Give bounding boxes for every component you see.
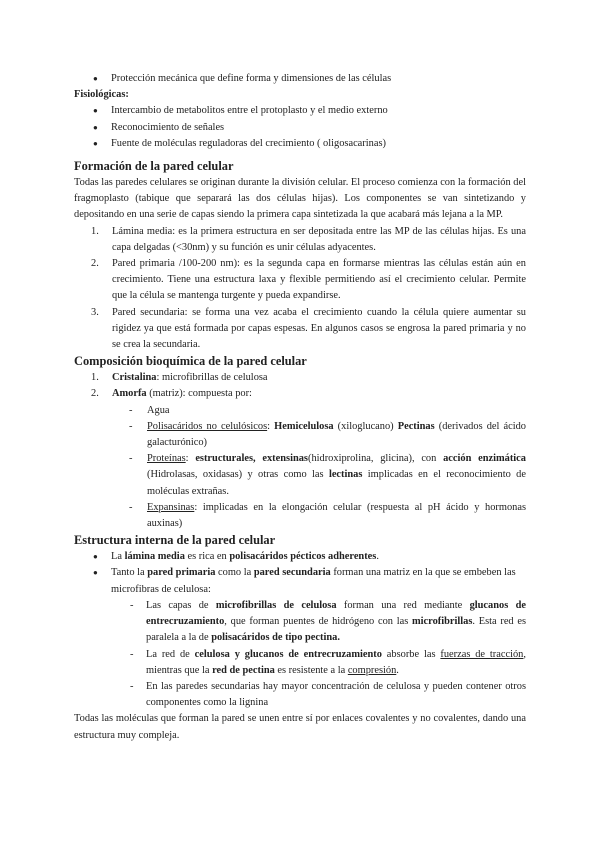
list-item: 2. Pared primaria /100-200 nm): es la segunda capa en formarse mientras las células están aún en crecimiento. Tiene una estructura laxa y flexible permitiendo así el crecimiento celular. Permite que la célula se mantenga turgente y pueda expandirse. [91, 258, 526, 302]
list-item: 3. Pared secundaria: se forma una vez acaba el crecimiento cuando la célula quiere aumentar su rigidez ya que está formada por capas espesas. En algunos casos se engrosa la pared primaria y no se crea la secundaria. [91, 306, 526, 351]
list-item: 2. Amorfa (matriz): compuesta por: [91, 388, 252, 400]
structural-functions-list [74, 71, 526, 87]
formacion-steps [74, 224, 526, 354]
list-item: ● Reconocimiento de señales [74, 120, 526, 136]
list-item: 1. Cristalina: microfibrillas de celulosa [91, 372, 268, 384]
estructura-outro: Todas las moléculas que forman la pared se unen entre sí por enlaces covalentes y no covalentes, dando una estructura muy compleja. [74, 713, 526, 741]
list-item: ● Fuente de moléculas reguladoras del crecimiento ( oligosacarinas) [74, 136, 526, 152]
estructura-list [74, 549, 526, 598]
formacion-intro: Todas las paredes celulares se originan durante la división celular. El proceso comienza con la formación del fragmoplasto (tabique que separará las dos células hijas). Los componentes se van sintetizando y depositando en una serie de capas siendo la primera capa sintetizada la que acabará más lejana a la MP. [74, 177, 526, 221]
list-item: - La red de celulosa y glucanos de entrecruzamiento absorbe las fuerzas de tracción, mientras que la red de pectina es resistente a la compresión. [74, 647, 526, 679]
list-item: - Expansinas: implicadas en la elongación celular (respuesta al pH ácido y hormonas auxinas) [74, 500, 526, 532]
composicion-list [74, 370, 526, 402]
list-item: - Proteínas: estructurales, extensinas(hidroxiprolina, glicina), con acción enzimática (Hidrolasas, oxidasas) y otras como las lectinas implicadas en el reconocimiento de moléculas extrañas. [74, 451, 526, 500]
list-item: ● Intercambio de metabolitos entre el protoplasto y el medio externo [74, 103, 526, 119]
amorfa-components-list [74, 403, 526, 533]
section-heading-formacion: Formación de la pared celular [74, 159, 234, 174]
list-item: - En las paredes secundarias hay mayor concentración de celulosa y pueden contener otros componentes como la lignina [74, 679, 526, 711]
list-item: - Polisacáridos no celulósicos: Hemicelulosa (xiloglucano) Pectinas (derivados del ácido galacturónico) [74, 419, 526, 451]
fisiologicas-list [74, 103, 526, 152]
document-body [74, 71, 526, 744]
section-heading-estructura: Estructura interna de la pared celular [74, 533, 276, 548]
estructura-sublist [74, 598, 526, 711]
list-item: ● Tanto la pared primaria como la pared secundaria forman una matriz en la que se embeben las microfibras de celulosa: [74, 565, 526, 597]
list-item: 1. Lámina media: es la primera estructura en ser depositada entre las MP de las células hijas. Es una capa delgadas (<30nm) y su función es unir células adyacentes. [91, 225, 526, 253]
section-heading-composicion: Composición bioquímica de la pared celular [74, 354, 307, 369]
list-item: ● La lámina media es rica en polisacáridos pécticos adherentes. [74, 549, 526, 565]
list-item: ● Protección mecánica que define forma y dimensiones de las células [74, 71, 526, 87]
list-item: - Las capas de microfibrillas de celulosa forman una red mediante glucanos de entrecruzamiento, que forman puentes de hidrógeno con las microfibrillas. Esta red es paralela a la de polisacáridos de tipo pectina. [74, 598, 526, 647]
fisiologicas-label: Fisiológicas: [74, 89, 129, 101]
list-item: - Agua [74, 403, 526, 419]
